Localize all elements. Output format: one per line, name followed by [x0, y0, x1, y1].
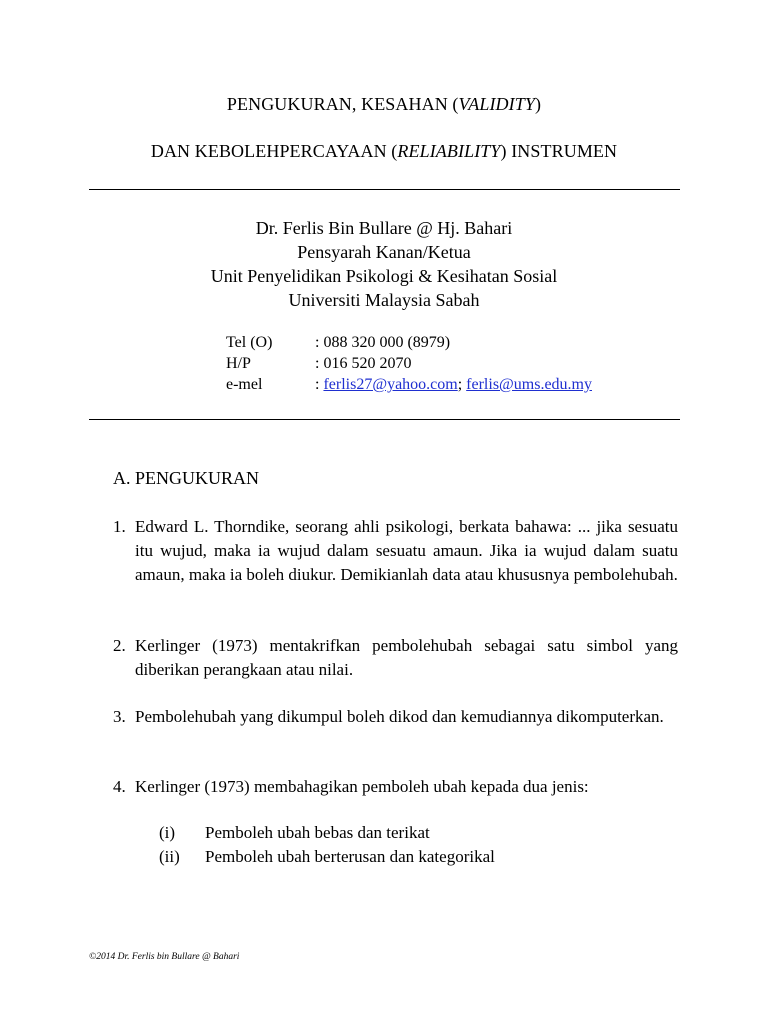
email-link-ums[interactable]: ferlis@ums.edu.my [466, 376, 592, 393]
tel-label: Tel (O) [226, 334, 273, 351]
author-name: Dr. Ferlis Bin Bullare @ Hj. Bahari [255, 218, 513, 238]
list-item-text: Edward L. Thorndike, seorang ahli psikologi, berkata bahawa: ... jika sesuatu itu wujud, maka ia wujud dalam sesuatu amaun. Jika ia wujud dalam suatu amaun, maka ia boleh diukur. Demikianlah data atau khususnya pembolehubah. [135, 517, 678, 584]
email-separator: ; [457, 376, 467, 393]
tel-value: : 088 320 000 (8979) [315, 334, 451, 351]
list-item-text: Kerlinger (1973) membahagikan pemboleh ubah kepada dua jenis: [135, 777, 589, 796]
sub-list-item [159, 821, 430, 845]
list-item [113, 775, 678, 799]
title-line-2 [0, 141, 768, 162]
list-item-number: 1. [113, 517, 126, 536]
sub-list-item [159, 845, 495, 869]
email-label: e-mel [226, 376, 263, 393]
list-item [113, 634, 678, 682]
contact-email-row [226, 374, 592, 395]
title-line-2-prefix: DAN KEBOLEHPERCAYAAN ( [150, 141, 398, 161]
author-block [0, 216, 768, 312]
email-value [315, 374, 592, 395]
list-item-number: 3. [113, 707, 126, 726]
sub-list-item-number: (i) [159, 823, 176, 842]
page-footer: ©2014 Dr. Ferlis bin Bullare @ Bahari [89, 952, 240, 962]
author-unit: Unit Penyelidikan Psikologi & Kesihatan Sosial [210, 266, 558, 286]
title-line-1 [0, 94, 768, 115]
author-university: Universiti Malaysia Sabah [288, 290, 480, 310]
title-line-2-suffix: ) INSTRUMEN [500, 141, 618, 161]
hp-value: : 016 520 2070 [315, 355, 412, 372]
author-position: Pensyarah Kanan/Ketua [297, 242, 471, 262]
list-item [113, 515, 678, 587]
sub-list-item-text: Pemboleh ubah bebas dan terikat [205, 823, 430, 842]
list-item-text: Kerlinger (1973) mentakrifkan pembolehubah sebagai satu simbol yang diberikan perangkaan atau nilai. [135, 636, 678, 679]
title-line-2-italic: RELIABILITY [397, 141, 501, 161]
sub-list-item-text: Pemboleh ubah berterusan dan kategorikal [205, 847, 495, 866]
bottom-divider [89, 419, 680, 420]
hp-label: H/P [226, 355, 251, 372]
list-item-number: 4. [113, 777, 126, 796]
list-item-number: 2. [113, 636, 126, 655]
list-item [113, 705, 678, 729]
contact-block [226, 332, 592, 395]
contact-hp-row [226, 353, 592, 374]
title-line-1-italic: VALIDITY [458, 94, 535, 114]
contact-tel-row [226, 332, 592, 353]
title-line-1-prefix: PENGUKURAN, KESAHAN ( [226, 94, 459, 114]
top-divider [89, 189, 680, 190]
sub-list-item-number: (ii) [159, 847, 180, 866]
title-line-1-suffix: ) [534, 94, 542, 114]
email-link-yahoo[interactable]: ferlis27@yahoo.com [323, 376, 458, 393]
section-heading: A. PENGUKURAN [113, 468, 260, 488]
email-colon: : [315, 376, 324, 393]
list-item-text: Pembolehubah yang dikumpul boleh dikod dan kemudiannya dikomputerkan. [135, 707, 664, 726]
